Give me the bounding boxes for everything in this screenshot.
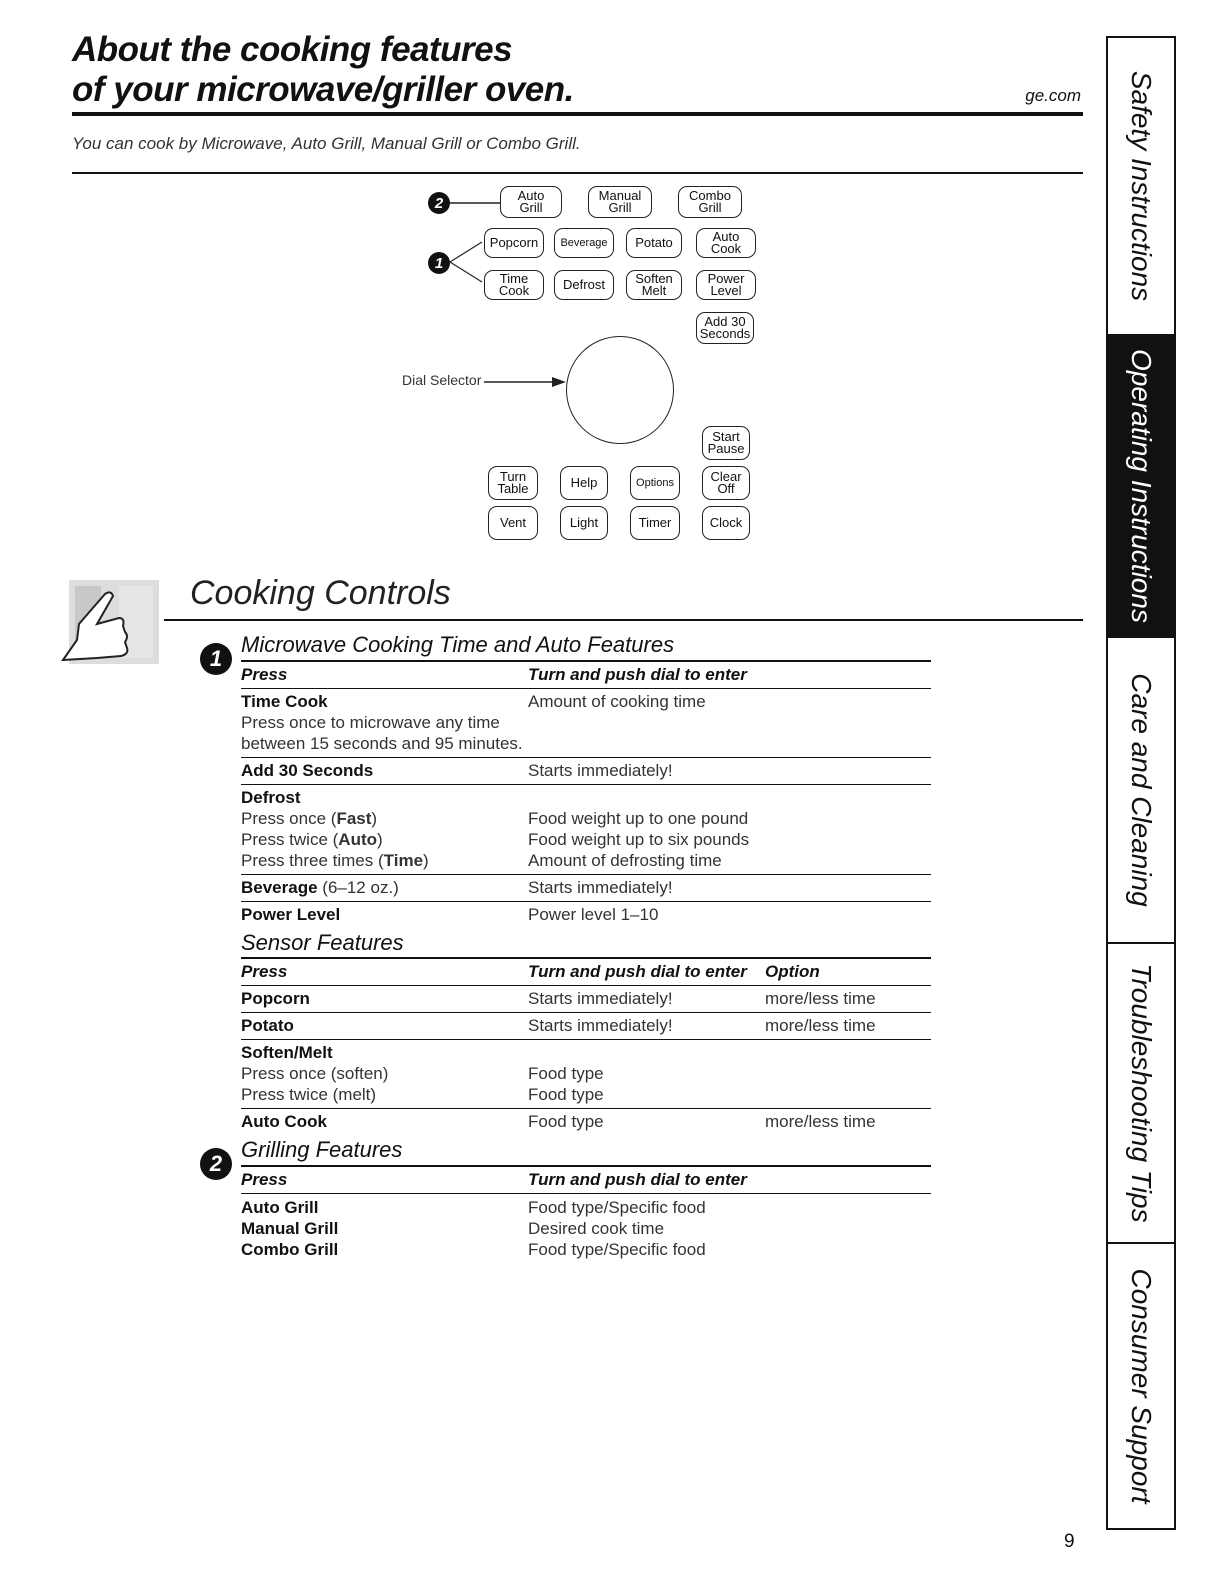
row-name: Auto Grill: [241, 1198, 319, 1217]
microwave-features-heading: Microwave Cooking Time and Auto Features: [241, 632, 675, 657]
row-label-bold: Fast: [336, 809, 372, 828]
callout-2-bullet: 2: [428, 192, 450, 214]
tab-label: Operating Instructions: [1126, 349, 1157, 623]
vent-key[interactable]: Vent: [488, 506, 538, 540]
row-value: Food type/Specific food: [528, 1198, 706, 1217]
row-value: Food type: [528, 1085, 604, 1104]
row-label: Press once (: [241, 809, 337, 828]
combo-grill-key[interactable]: Combo Grill: [678, 186, 742, 218]
row-name: Potato: [241, 1016, 294, 1035]
row-value: Food type: [528, 1112, 604, 1131]
title-line-1: About the cooking features: [72, 30, 513, 69]
row-name: Add 30 Seconds: [241, 761, 374, 780]
row-value: Starts immediately!: [528, 761, 673, 780]
row-value: Power level 1–10: [528, 905, 659, 924]
row-label: Press twice (: [241, 830, 339, 849]
row-name: Soften/Melt: [241, 1043, 333, 1062]
row-description: Press once to microwave any time: [241, 713, 500, 732]
table-row: [241, 902, 931, 928]
table-row: [241, 986, 931, 1013]
header-option: Option: [765, 962, 820, 981]
row-value: Food type: [528, 1064, 604, 1083]
table-row: [241, 1194, 931, 1263]
tab-label: Troubleshooting Tips: [1126, 963, 1157, 1223]
time-cook-key[interactable]: Time Cook: [484, 270, 544, 300]
table-header: [241, 957, 931, 986]
tab-operating-instructions[interactable]: [1108, 336, 1174, 638]
tab-label: Care and Cleaning: [1126, 673, 1157, 907]
row-label: ): [371, 809, 378, 828]
power-level-key[interactable]: Power Level: [696, 270, 756, 300]
row-option: more/less time: [765, 1112, 876, 1131]
row-value: Food type/Specific food: [528, 1240, 706, 1259]
intro-rule: [72, 172, 1083, 174]
row-name: Manual Grill: [241, 1219, 339, 1238]
row-name: Time Cook: [241, 692, 328, 711]
header-press: Press: [241, 665, 288, 684]
hand-pointer-icon: [57, 578, 163, 668]
microwave-features-table: [241, 660, 931, 928]
table-row: [241, 1013, 931, 1040]
row-name-extra: (6–12 oz.): [317, 878, 399, 897]
tab-consumer-support[interactable]: [1108, 1244, 1174, 1528]
tab-label: Consumer Support: [1126, 1268, 1157, 1504]
table-header: [241, 1165, 931, 1194]
potato-key[interactable]: Potato: [626, 228, 682, 258]
table-row: [241, 758, 931, 785]
row-value: Starts immediately!: [528, 878, 673, 897]
row-option: more/less time: [765, 1016, 876, 1035]
row-label: Press once (soften): [241, 1064, 389, 1083]
row-name: Power Level: [241, 905, 341, 924]
title-rule: [72, 112, 1083, 116]
header-turn-push: Turn and push dial to enter: [528, 1170, 747, 1189]
control-panel-diagram: [380, 180, 800, 560]
row-value: Food weight up to one pound: [528, 809, 749, 828]
header-press: Press: [241, 962, 288, 981]
row-value: Amount of defrosting time: [528, 851, 722, 870]
row-description: between 15 seconds and 95 minutes.: [241, 734, 523, 753]
row-value: Starts immediately!: [528, 989, 673, 1008]
row-name: Auto Cook: [241, 1112, 327, 1131]
row-label-bold: Time: [383, 851, 424, 870]
row-label: ): [423, 851, 429, 870]
header-turn-push: Turn and push dial to enter: [528, 665, 747, 684]
row-label: Press three times (: [241, 851, 384, 870]
row-value: Food weight up to six pounds: [528, 830, 750, 849]
intro-text: You can cook by Microwave, Auto Grill, Manual Grill or Combo Grill.: [72, 134, 581, 153]
heading-rule: [164, 619, 1083, 621]
table-header: [241, 660, 931, 689]
dial-selector[interactable]: [566, 336, 674, 444]
auto-cook-key[interactable]: Auto Cook: [696, 228, 756, 258]
grilling-features-table: [241, 1165, 931, 1263]
tab-troubleshooting-tips[interactable]: [1108, 944, 1174, 1244]
dial-selector-label: Dial Selector: [402, 372, 482, 388]
row-option: more/less time: [765, 989, 876, 1008]
section-1-bullet: 1: [200, 643, 232, 675]
row-value: Starts immediately!: [528, 1016, 673, 1035]
manual-grill-key[interactable]: Manual Grill: [588, 186, 652, 218]
clock-key[interactable]: Clock: [702, 506, 750, 540]
auto-grill-key[interactable]: Auto Grill: [500, 186, 562, 218]
light-key[interactable]: Light: [560, 506, 608, 540]
options-key[interactable]: Options: [630, 466, 680, 500]
row-label: Press twice (melt): [241, 1085, 377, 1104]
row-name: Popcorn: [241, 989, 310, 1008]
help-key[interactable]: Help: [560, 466, 608, 500]
section-tabs: [1106, 36, 1176, 1530]
timer-key[interactable]: Timer: [630, 506, 680, 540]
section-2-bullet: 2: [200, 1148, 232, 1180]
title-line-2: of your microwave/griller oven.: [72, 70, 574, 109]
row-value: Desired cook time: [528, 1219, 665, 1238]
row-name: Defrost: [241, 788, 301, 807]
sensor-features-table: [241, 957, 931, 1135]
sensor-features-heading: Sensor Features: [241, 930, 404, 955]
callout-1-bullet: 1: [428, 252, 450, 274]
tab-label: Safety Instructions: [1126, 70, 1157, 302]
table-row: [241, 785, 931, 875]
turn-table-key[interactable]: Turn Table: [488, 466, 538, 500]
clear-off-key[interactable]: Clear Off: [702, 466, 750, 500]
row-name: Beverage: [241, 878, 318, 897]
website-link[interactable]: ge.com: [1025, 86, 1081, 105]
row-value: Amount of cooking time: [528, 692, 706, 711]
table-row: [241, 689, 931, 758]
popcorn-key[interactable]: Popcorn: [484, 228, 544, 258]
defrost-key[interactable]: Defrost: [554, 270, 614, 300]
tab-care-and-cleaning[interactable]: [1108, 638, 1174, 944]
header-press: Press: [241, 1170, 288, 1189]
header-turn-push: Turn and push dial to enter: [528, 962, 747, 981]
row-label-bold: Auto: [338, 830, 378, 849]
row-name: Combo Grill: [241, 1240, 339, 1259]
start-pause-key[interactable]: Start Pause: [702, 426, 750, 460]
page-title: [72, 30, 574, 110]
table-row: [241, 1109, 931, 1135]
beverage-key[interactable]: Beverage: [554, 228, 614, 258]
cooking-controls-heading: Cooking Controls: [190, 574, 451, 612]
soften-melt-key[interactable]: Soften Melt: [626, 270, 682, 300]
page-number: 9: [1064, 1531, 1075, 1552]
grilling-features-heading: Grilling Features: [241, 1137, 403, 1162]
row-label: ): [377, 830, 383, 849]
table-row: [241, 1040, 931, 1109]
add-30-seconds-key[interactable]: Add 30 Seconds: [696, 312, 754, 344]
tab-safety-instructions[interactable]: [1108, 38, 1174, 336]
table-row: [241, 875, 931, 902]
